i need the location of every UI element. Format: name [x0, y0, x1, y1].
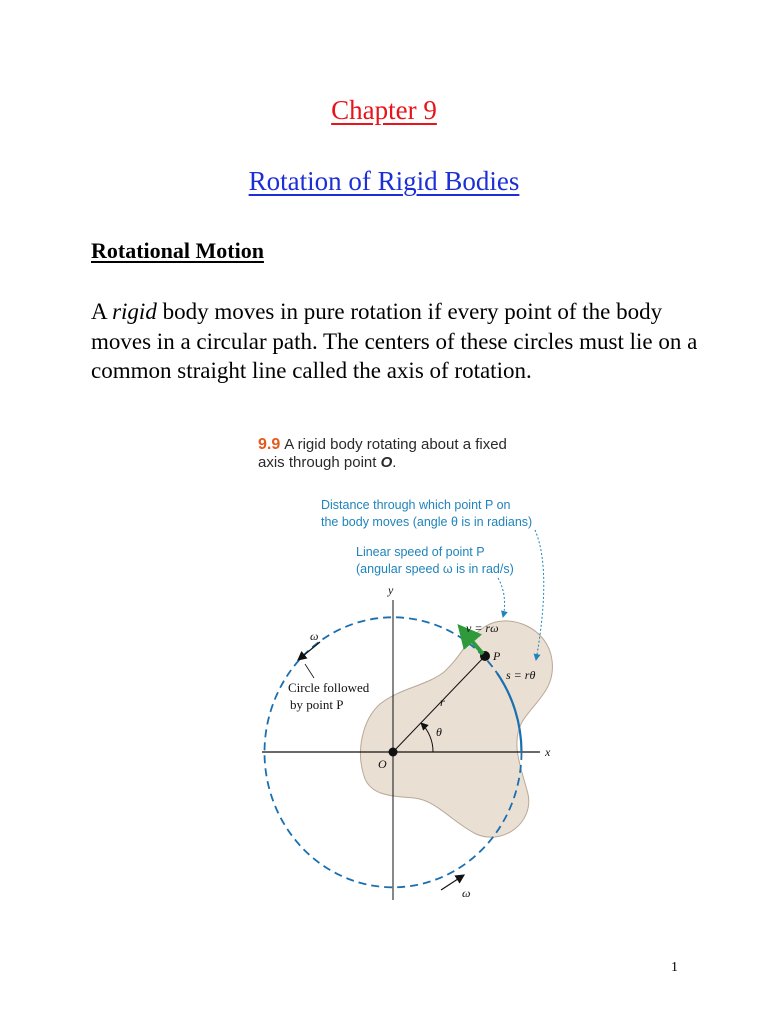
speed-leader — [498, 578, 505, 617]
annotation-distance-1: Distance through which point P on — [321, 498, 511, 512]
point-O — [389, 748, 398, 757]
circle-label-leader — [305, 664, 314, 678]
omega-arrow-bottom — [441, 875, 464, 890]
annotation-distance-2: the body moves (angle θ is in radians) — [321, 515, 533, 529]
paragraph-text: body moves in pure rotation if every point of the body moves in a circular path. The centers of these circles must lie on a common straight line called the axis of rotation. — [91, 299, 698, 383]
label-P: P — [493, 649, 501, 663]
label-r: r — [440, 695, 445, 709]
paragraph-emphasis: rigid — [112, 299, 157, 324]
circle-label-2: by point P — [290, 697, 344, 712]
annotation-speed-2: (angular speed ω is in rad/s) — [356, 562, 514, 576]
label-theta: θ — [436, 725, 442, 739]
label-s: s = rθ — [506, 668, 536, 682]
chapter-title: Rotation of Rigid Bodies — [248, 166, 520, 196]
figure-caption-line2: axis through point — [258, 454, 381, 471]
figure-caption-var: O — [380, 454, 393, 471]
figure-number: 9.9 — [258, 436, 281, 453]
label-O: O — [378, 757, 387, 771]
chapter-heading: Chapter 9 — [331, 95, 437, 125]
label-omega-top: ω — [310, 629, 319, 643]
label-x: x — [545, 745, 551, 759]
label-omega-bottom: ω — [462, 886, 471, 900]
section-heading: Rotational Motion — [91, 238, 264, 263]
label-y: y — [388, 583, 394, 597]
paragraph-prefix: A — [91, 299, 113, 324]
circle-label-1: Circle followed — [288, 680, 370, 695]
omega-arrow-top — [298, 642, 320, 660]
figure-caption-line1: A rigid body rotating about a fixed — [284, 436, 507, 453]
label-v: v = rω — [466, 621, 499, 635]
annotation-speed-1: Linear speed of point P — [356, 545, 485, 559]
figure-caption-end: . — [392, 454, 397, 471]
page-number: 1 — [671, 960, 678, 975]
rigid-body-shape — [361, 621, 553, 837]
